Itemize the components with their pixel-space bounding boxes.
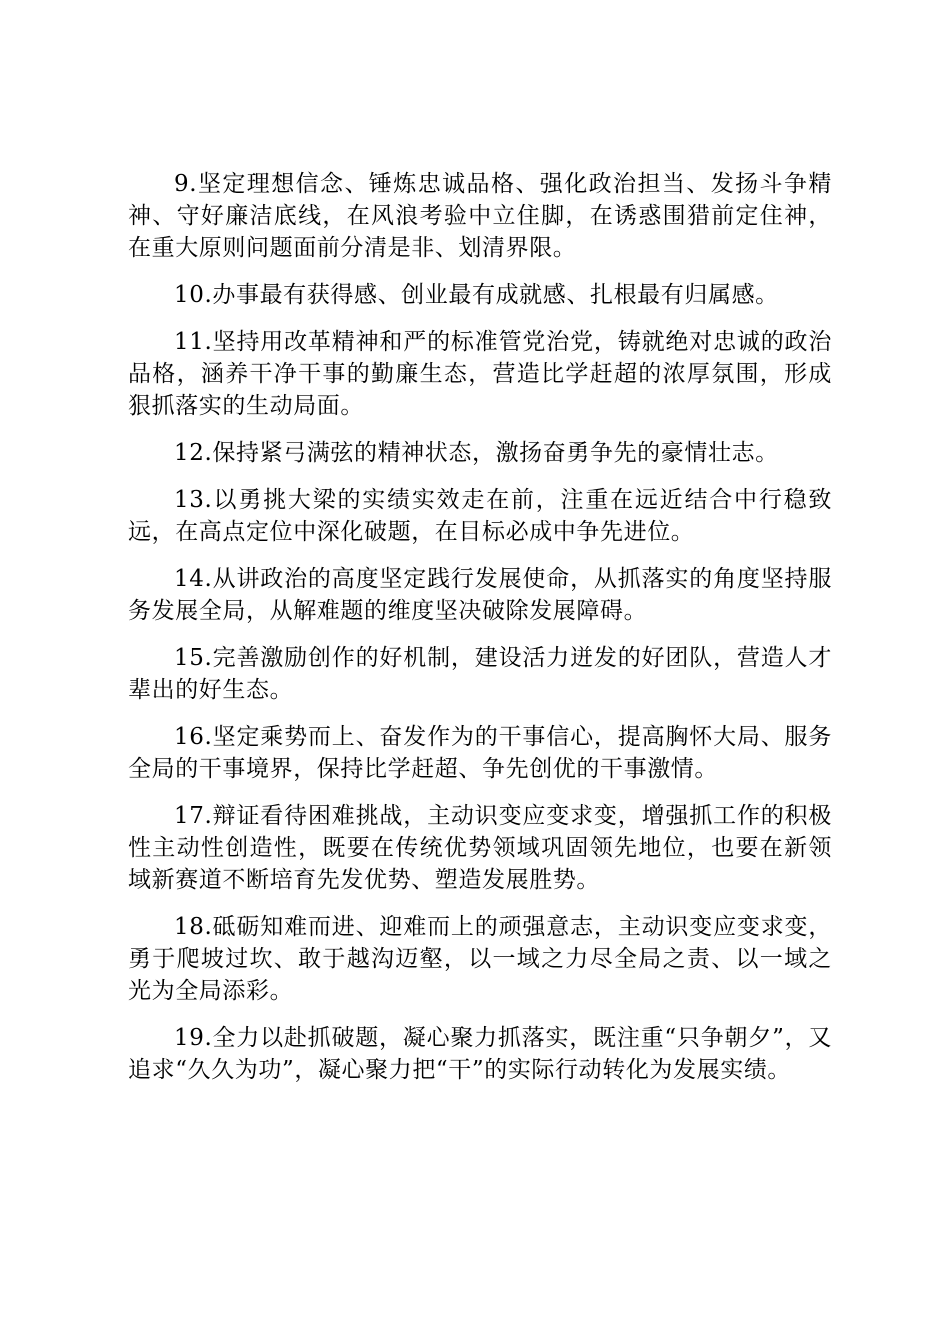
- paragraph-13: 13.以勇挑大梁的实绩实效走在前，注重在远近结合中行稳致远，在高点定位中深化破题，在目标必成中争先进位。: [128, 487, 832, 545]
- paragraph-11: 11.坚持用改革精神和严的标准管党治党，铸就绝对忠诚的政治品格，涵养干净干事的勤廉生态，营造比学赶超的浓厚氛围，形成狠抓落实的生动局面。: [128, 329, 832, 419]
- paragraph-19: 19.全力以赴抓破题，凝心聚力抓落实，既注重“只争朝夕”，又追求“久久为功”，凝心聚力把“干”的实际行动转化为发展实绩。: [128, 1025, 832, 1083]
- paragraph-17: 17.辩证看待困难挑战，主动识变应变求变，增强抓工作的积极性主动性创造性，既要在传统优势领域巩固领先地位，也要在新领域新赛道不断培育先发优势、塑造发展胜势。: [128, 803, 832, 893]
- paragraph-12: 12.保持紧弓满弦的精神状态，激扬奋勇争先的豪情壮志。: [174, 440, 779, 466]
- document-body: [128, 168, 832, 1101]
- paragraph-10: 10.办事最有获得感、创业最有成就感、扎根最有归属感。: [174, 282, 779, 308]
- paragraph-9: 9.坚定理想信念、锤炼忠诚品格、强化政治担当、发扬斗争精神、守好廉洁底线，在风浪考验中立住脚，在诱惑围猎前定住神，在重大原则问题面前分清是非、划清界限。: [128, 171, 832, 261]
- paragraph-18: 18.砥砺知难而进、迎难而上的顽强意志，主动识变应变求变，勇于爬坡过坎、敢于越沟迈壑，以一域之力尽全局之责、以一域之光为全局添彩。: [128, 914, 832, 1004]
- paragraph-14: 14.从讲政治的高度坚定践行发展使命，从抓落实的角度坚持服务发展全局，从解难题的维度坚决破除发展障碍。: [128, 566, 832, 624]
- paragraph-16: 16.坚定乘势而上、奋发作为的干事信心，提高胸怀大局、服务全局的干事境界，保持比学赶超、争先创优的干事激情。: [128, 724, 832, 782]
- paragraph-15: 15.完善激励创作的好机制，建设活力迸发的好团队，营造人才辈出的好生态。: [128, 645, 832, 703]
